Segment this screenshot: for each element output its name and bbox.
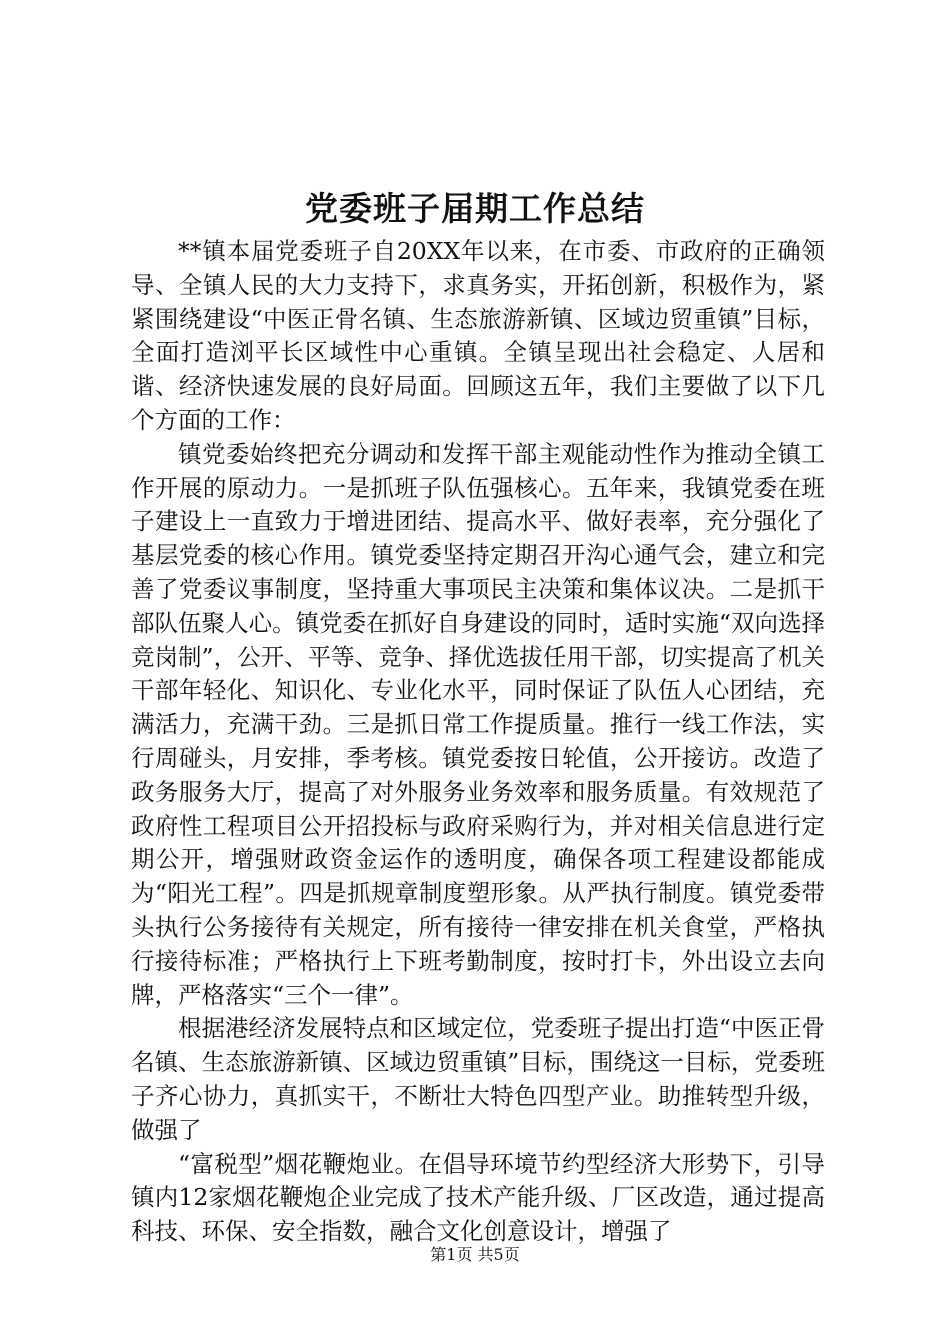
paragraph-team-building: 镇党委始终把充分调动和发挥干部主观能动性作为推动全镇工作开展的原动力。一是抓班子队伍强核心。五年来，我镇党委在班子建设上一直致力于增进团结、提高水平、做好表率，充分强化了基层党委的核心作用。镇党委坚持定期召开沟心通气会，建立和完善了党委议事制度，坚持重大事项民主决策和集体议决。二是抓干部队伍聚人心。镇党委在抓好自身建设的同时，适时实施“双向选择竞岗制”，公开、平等、竞争、择优选拔任用干部，切实提高了机关干部年轻化、知识化、专业化水平，同时保证了队伍人心团结，充满活力，充满干劲。三是抓日常工作提质量。推行一线工作法，实行周碰头，月安排，季考核。镇党委按日轮值，公开接访。改造了政务服务大厅，提高了对外服务业务效率和服务质量。有效规范了政府性工程项目公开招投标与政府采购行为，并对相关信息进行定期公开，增强财政资金运作的透明度，确保各项工程建设都能成为“阳光工程”。四是抓规章制度塑形象。从严执行制度。镇党委带头执行公务接待有关规定，所有接待一律安排在机关食堂，严格执行接待标准；严格执行上下班考勤制度，按时打卡，外出设立去向牌，严格落实“三个一律”。 <box>131 439 825 1009</box>
paragraph-fireworks-industry: “富税型”烟花鞭炮业。在倡导环境节约型经济大形势下，引导镇内12家烟花鞭炮企业完成了技术产能升级、厂区改造，通过提高科技、环保、安全指数，融合文化创意设计，增强了 <box>131 1149 825 1246</box>
document-body <box>131 235 825 1249</box>
document-title: 党委班子届期工作总结 <box>305 189 645 228</box>
paragraph-economic-goals: 根据港经济发展特点和区域定位，党委班子提出打造“中医正骨名镇、生态旅游新镇、区域边贸重镇”目标，围绕这一目标，党委班子齐心协力，真抓实干，不断壮大特色四型产业。助推转型升级，做强了 <box>131 1014 825 1144</box>
page-footer: 第1页 共5页 <box>430 1245 520 1264</box>
paragraph-intro: **镇本届党委班子自20XX年以来，在市委、市政府的正确领导、全镇人民的大力支持下，求真务实，开拓创新，积极作为，紧紧围绕建设“中医正骨名镇、生态旅游新镇、区域边贸重镇”目标，全面打造浏平长区域性中心重镇。全镇呈现出社会稳定、人居和谐、经济快速发展的良好局面。回顾这五年，我们主要做了以下几个方面的工作： <box>131 237 825 434</box>
